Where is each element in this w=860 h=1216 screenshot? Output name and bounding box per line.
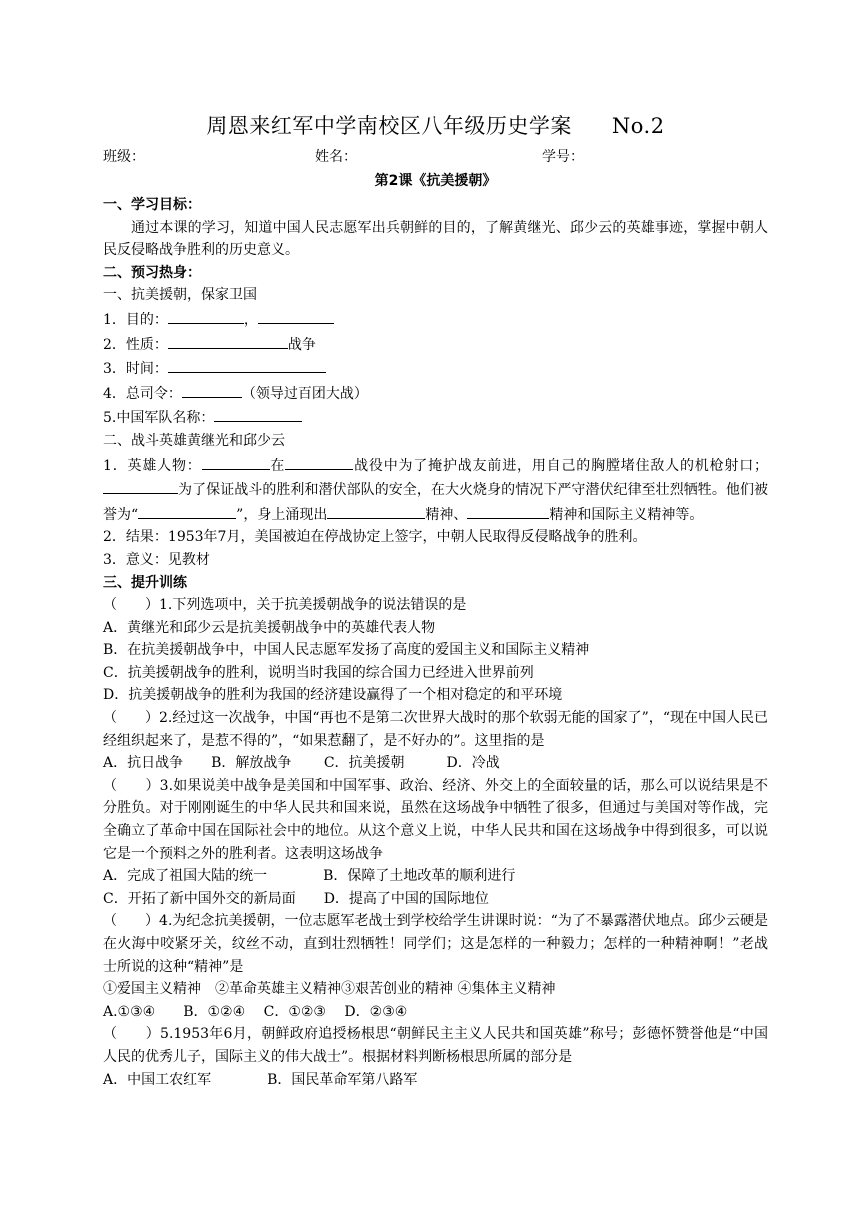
question-5-options: A．中国工农红军 B．国民革命军第八路军 [103,1071,418,1088]
student-info-row [103,146,768,168]
heroes-text-c: 战役中为了掩护战友前进，用自己的胸膛堵住敌人的机枪射口； [353,457,769,474]
q4-blank[interactable] [182,381,242,398]
question-3-options-ab: A．完成了祖国大陆的统一 B．保障了土地改革的顺利进行 [103,868,516,885]
preview-q2 [103,332,768,357]
battle-blank[interactable] [285,453,353,470]
preview-q5 [103,405,768,430]
worksheet-page [103,110,768,1091]
q3-label: 3．时间： [103,361,168,378]
preview-subheading-2: 二、战斗英雄黄继光和邱少云 [103,432,285,449]
section-objectives-heading: 一、学习目标： [103,197,201,213]
student-id-label: 学号： [542,149,584,165]
heroes-text-d: 为了保证战斗的胜利和潜伏部队的安全，在大火烧身的情况下严守潜伏纪律至壮烈牺牲。他们被誉为“ [103,482,768,523]
spirit-blank-2[interactable] [467,502,549,519]
heroes-label: 1．英雄人物： [103,457,202,474]
document-number: No.2 [611,114,665,138]
section-preview-heading: 二、预习热身： [103,264,201,281]
name-label: 姓名： [315,149,357,165]
page-title [103,110,768,140]
preview-q4 [103,381,768,406]
question-4-items: ①爱国主义精神 ②革命英雄主义精神③艰苦创业的精神 ④集体主义精神 [103,981,556,998]
honor-blank[interactable] [138,502,236,519]
result-text: 2．结果：1953年7月，美国被迫在停战协定上签字，中朝人民取得反侵略战争的胜利。 [103,529,647,546]
question-2-options: A．抗日战争 B．解放战争 C．抗美援朝 D．冷战 [103,755,500,772]
q1-separator: ， [243,311,258,328]
question-4: （ ）4.为纪念抗美援朝，一位志愿军老战士到学校给学生讲课时说：“为了不暴露潜伏地点。邱少云硬是在火海中咬紧牙关，纹丝不动，直到壮烈牺牲！同学们；这是怎样的一种毅力；怎样的一种精神啊！”老战士所说的这种“精神”是 [103,913,768,975]
q3-blank[interactable] [168,356,326,373]
question-2: （ ）2.经过这一次战争，中国“再也不是第二次世界大战时的那个软弱无能的国家了”，“现在中国人民已经组织起来了，是惹不得的”，“如果惹翻了，是不好办的”。这里指的是 [103,710,768,749]
q2-label: 2．性质： [103,336,168,353]
question-1-option-c: C．抗美援朝战争的胜利，说明当时我国的综合国力已经进入世界前列 [103,664,534,681]
meaning-text: 3．意义：见教材 [103,551,210,568]
question-1-option-d: D．抗美援朝战争的胜利为我国的经济建设赢得了一个相对稳定的和平环境 [103,687,563,704]
question-1-option-a: A．黄继光和邱少云是抗美援朝战争中的英雄代表人物 [103,619,436,636]
section-training-heading: 三、提升训练 [103,574,187,591]
heroes-text-g: 精神和国际主义精神等。 [549,506,704,523]
q1-label: 1．目的： [103,311,168,328]
q4-suffix: （领导过百团大战） [241,385,368,402]
q4-label: 4．总司令： [103,385,182,402]
preview-q1 [103,307,768,332]
q5-label: 5.中国军队名称： [103,410,215,427]
question-5: （ ）5.1953年6月，朝鲜政府追授杨根思“朝鲜民主主义人民共和国英雄”称号；彭德怀赞誉他是“中国人民的优秀儿子，国际主义的伟大战士”。根据材料判断杨根思所属的部分是 [103,1026,768,1065]
q2-blank[interactable] [168,332,288,349]
preview-subheading-1: 一、抗美援朝，保家卫国 [103,287,257,304]
q5-blank[interactable] [214,405,302,422]
title-text: 周恩来红军中学南校区八年级历史学案 [206,114,572,138]
spirit-blank-1[interactable] [327,502,425,519]
hero-name-blank-2[interactable] [103,477,178,494]
question-1: （ ）1.下列选项中，关于抗美援朝战争的说法错误的是 [103,597,467,614]
heroes-text-e: ”，身上涌现出 [236,506,328,523]
q2-suffix: 战争 [287,336,316,353]
question-1-option-b: B．在抗美援朝战争中，中国人民志愿军发扬了高度的爱国主义和国际主义精神 [103,642,590,659]
question-3-options-cd: C．开拓了新中国外交的新局面 D．提高了中国的国际地位 [103,890,489,907]
class-label: 班级： [103,149,145,165]
question-3: （ ）3.如果说美中战争是美国和中国军事、政治、经济、外交上的全面较量的话，那么可以说结果是不分胜负。对于刚刚诞生的中华人民共和国来说，虽然在这场战争中牺牲了很多，但通过与美国对等作战，完全确立了革命中国在国际社会中的地位。从这个意义上说，中华人民共和国在这场战争中得到很多，可以说它是一个预料之外的胜利者。这表明这场战争 [103,777,768,862]
preview-q3 [103,356,768,381]
objectives-text: 通过本课的学习，知道中国人民志愿军出兵朝鲜的目的，了解黄继光、邱少云的英雄事迹，掌握中朝人民反侵略战争胜利的历史意义。 [103,219,768,259]
heroes-paragraph [103,453,768,527]
question-4-options: A.①③④ B．①②④ C．①②③ D．②③④ [103,1003,408,1020]
heroes-text-b: 在 [269,457,286,474]
heroes-text-f: 精神、 [425,506,468,523]
q1-blank-2[interactable] [258,307,334,324]
lesson-title: 第2课《抗美援朝》 [374,173,497,189]
q1-blank-1[interactable] [168,307,244,324]
hero-name-blank[interactable] [202,453,270,470]
